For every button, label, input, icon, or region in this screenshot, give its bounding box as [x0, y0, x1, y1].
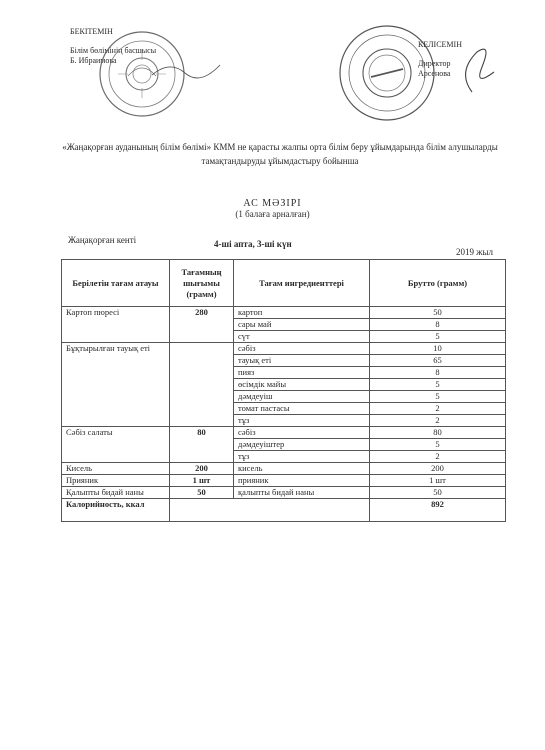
approval-left-line1: Білім бөлімінің басшысы: [70, 46, 157, 55]
ingredient-name: тұз: [234, 415, 370, 427]
ingredient-name: сәбіз: [234, 427, 370, 439]
dish-yield: 200: [170, 463, 234, 475]
ingredient-gross: 8: [370, 367, 506, 379]
ingredient-gross: 2: [370, 403, 506, 415]
dish-name: Сәбіз салаты: [62, 427, 170, 463]
week-day-label: 4-ші апта, 3-ші күн: [214, 239, 292, 249]
dish-name: Қалыпты бидай наны: [62, 487, 170, 499]
table-row: [62, 463, 506, 475]
approval-right-heading: КЕЛІСЕМІН: [418, 40, 462, 49]
ingredient-gross: 2: [370, 415, 506, 427]
table-header-row: [62, 260, 506, 307]
table-row: [62, 427, 506, 439]
ingredient-name: сәбіз: [234, 343, 370, 355]
ingredient-name: пияз: [234, 367, 370, 379]
ingredient-gross: 65: [370, 355, 506, 367]
dish-yield: 80: [170, 427, 234, 463]
ingredient-gross: 5: [370, 331, 506, 343]
table-row: [62, 487, 506, 499]
table-row: [62, 307, 506, 319]
dish-name: Бұқтырылған тауық еті: [62, 343, 170, 427]
dish-yield: 50: [170, 487, 234, 499]
total-value: 892: [370, 499, 506, 522]
ingredient-gross: 5: [370, 439, 506, 451]
ingredient-gross: 2: [370, 451, 506, 463]
signature-left-icon: [150, 55, 230, 85]
ingredient-gross: 8: [370, 319, 506, 331]
dish-yield: 1 шт: [170, 475, 234, 487]
ingredient-name: сүт: [234, 331, 370, 343]
table-row: [62, 343, 506, 355]
dish-yield: 280: [170, 307, 234, 343]
ingredient-name: картоп: [234, 307, 370, 319]
approval-right-line1: Директор: [418, 59, 451, 68]
page-subtitle: (1 балаға арналған): [235, 209, 310, 219]
signature-right-icon: [452, 42, 502, 97]
ingredient-gross: 200: [370, 463, 506, 475]
total-label: Калорийность, ккал: [62, 499, 170, 522]
ingredient-gross: 50: [370, 307, 506, 319]
table-row: [62, 475, 506, 487]
header-yield: Тағамның шығымы (грамм): [170, 260, 234, 307]
ingredient-name: қалыпты бидай наны: [234, 487, 370, 499]
approval-right-line2: Арсенова: [418, 69, 451, 78]
ingredient-gross: 5: [370, 391, 506, 403]
ingredient-name: тұз: [234, 451, 370, 463]
ingredient-name: дәмдеуіш: [234, 391, 370, 403]
header-gross: Брутто (грамм): [370, 260, 506, 307]
ingredient-gross: 80: [370, 427, 506, 439]
ingredient-name: кисель: [234, 463, 370, 475]
total-spacer: [170, 499, 370, 522]
ingredient-name: томат пастасы: [234, 403, 370, 415]
total-row: [62, 499, 506, 522]
ingredient-name: тауық еті: [234, 355, 370, 367]
ingredient-name: дәмдеуіштер: [234, 439, 370, 451]
intro-text: «Жаңақорған ауданының білім бөлімі» КММ не қарасты жалпы орта білім беру ұйымдарында білім алушыларды тамақтандыруды ұйымдастыру бойынша: [62, 142, 498, 166]
year-label: 2019 жыл: [456, 247, 494, 257]
approval-left-line2: Б. Ибраимова: [70, 56, 117, 65]
dish-yield: [170, 343, 234, 427]
menu-table: [61, 259, 506, 522]
place-label: Жаңақорған кенті: [68, 235, 137, 245]
ingredient-gross: 1 шт: [370, 475, 506, 487]
dish-name: Кисель: [62, 463, 170, 475]
dish-name: Картоп пюресі: [62, 307, 170, 343]
ingredient-gross: 10: [370, 343, 506, 355]
menu-table-body: [62, 307, 506, 499]
ingredient-gross: 5: [370, 379, 506, 391]
header-dish: Берілетін тағам атауы: [62, 260, 170, 307]
approval-left-heading: БЕКІТЕМІН: [70, 27, 113, 36]
header-ingredients: Тағам ингредиенттері: [234, 260, 370, 307]
ingredient-name: прияник: [234, 475, 370, 487]
ingredient-gross: 50: [370, 487, 506, 499]
page-title: АС МӘЗІРІ: [243, 198, 302, 209]
ingredient-name: өсімдік майы: [234, 379, 370, 391]
dish-name: Прияник: [62, 475, 170, 487]
ingredient-name: сары май: [234, 319, 370, 331]
